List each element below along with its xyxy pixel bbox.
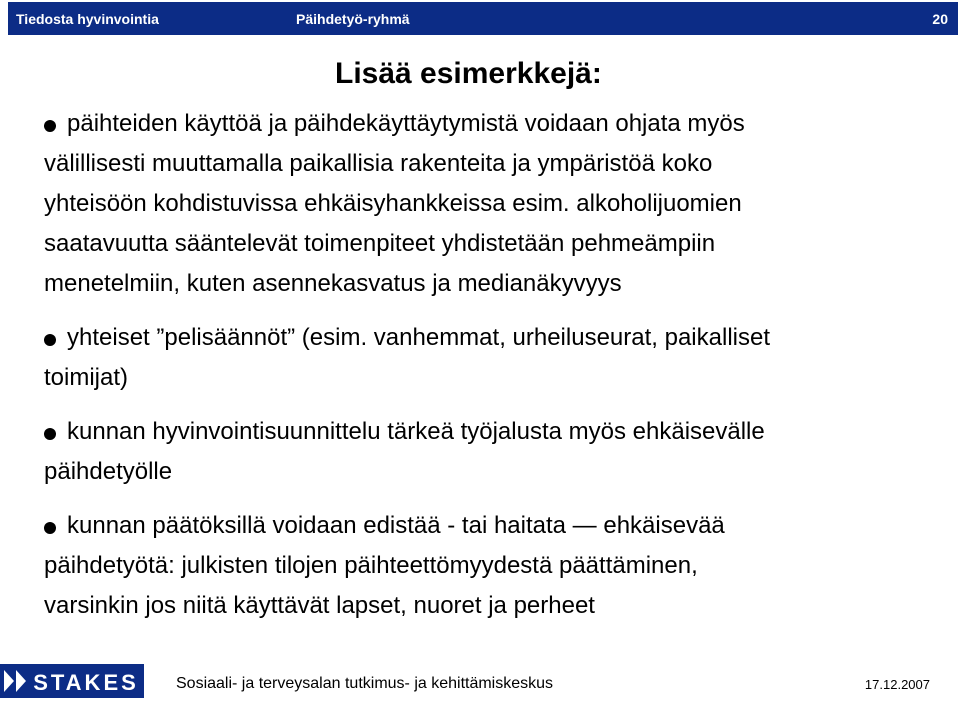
slide-body: [44, 104, 924, 640]
bullet-line: varsinkin jos niitä käyttävät lapset, nuoret ja perheet: [44, 592, 595, 619]
footer: [0, 660, 960, 703]
bullet-line: yhteiset ”pelisäännöt” (esim. vanhemmat, urheiluseurat, paikalliset: [67, 324, 770, 351]
bullet-line: kunnan hyvinvointisuunnittelu tärkeä työjalusta myös ehkäisevälle: [67, 418, 765, 445]
footer-organization: Sosiaali- ja terveysalan tutkimus- ja kehittämiskeskus: [176, 675, 554, 692]
bullet-line: saatavuutta sääntelevät toimenpiteet yhdistetään pehmeämpiin: [44, 230, 716, 257]
header-bar: [8, 2, 958, 35]
bullet-line: yhteisöön kohdistuvissa ehkäisyhankkeissa esim. alkoholijuomien: [44, 190, 742, 217]
bullet-line: päihteiden käyttöä ja päihdekäyttäytymistä voidaan ohjata myös: [67, 110, 745, 137]
page-number: 20: [932, 11, 948, 27]
bullet-line: menetelmiin, kuten asennekasvatus ja medianäkyvyys: [44, 270, 622, 297]
bullet-line: päihdetyölle: [44, 458, 173, 485]
bullet-line: välillisesti muuttamalla paikallisia rakenteita ja ympäristöä koko: [44, 150, 713, 177]
bullet-item: [44, 318, 924, 398]
footer-date: 17.12.2007: [864, 677, 930, 692]
bullet-item: [44, 104, 924, 304]
logo-text: STAKES: [33, 670, 139, 695]
bullet-line: kunnan päätöksillä voidaan edistää - tai haitata — ehkäisevää: [67, 512, 725, 539]
header-group: Päihdetyö-ryhmä: [296, 11, 410, 27]
bullet-item: [44, 506, 924, 626]
bullet-line: päihdetyötä: julkisten tilojen päihteettömyydestä päättäminen,: [44, 552, 698, 579]
stakes-logo: [0, 664, 144, 698]
bullet-line: toimijat): [44, 364, 129, 391]
header-organization: Tiedosta hyvinvointia: [16, 11, 159, 27]
slide-title: Lisää esimerkkejä:: [335, 57, 602, 90]
bullet-item: [44, 412, 924, 492]
